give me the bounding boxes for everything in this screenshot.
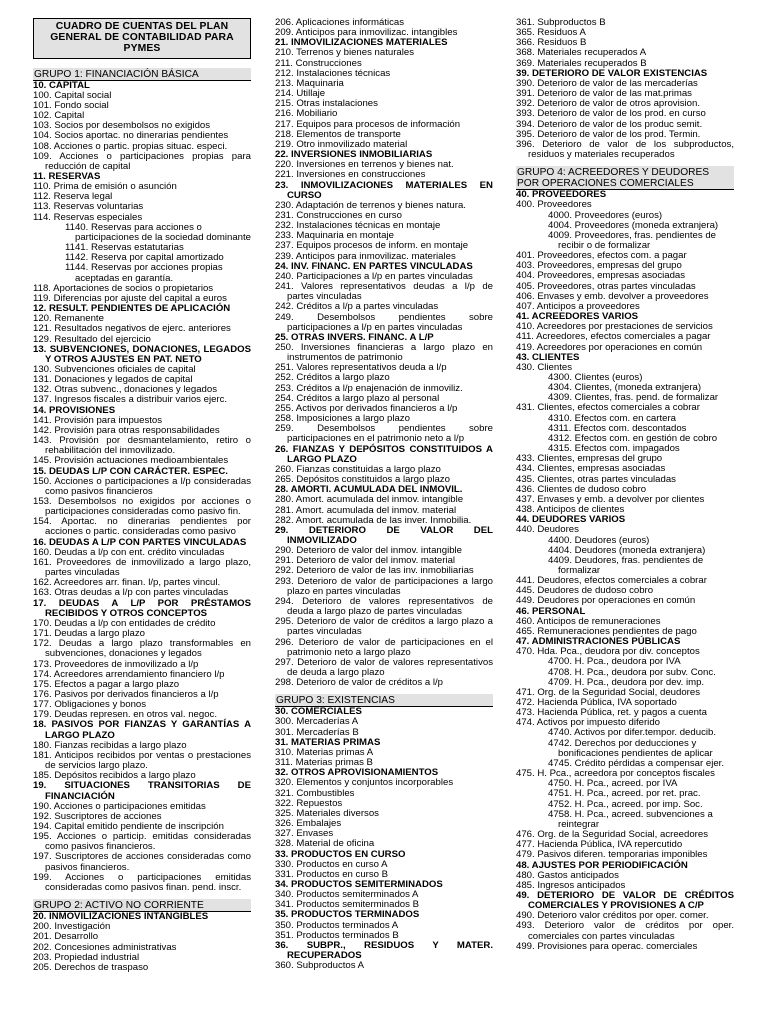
subaccount-line: 4400. Deudores (euros) bbox=[548, 534, 650, 546]
column-3 bbox=[516, 18, 734, 952]
account-line: 265. Depósitos constituidos a largo plazo bbox=[275, 474, 450, 486]
account-line: 471. Org. de la Seguridad Social, deudores bbox=[516, 686, 701, 698]
account-line: 475. H. Pca., acreedora por conceptos fiscales bbox=[516, 768, 715, 780]
account-line: 185. Depósitos recibidos a largo plazo bbox=[33, 770, 196, 782]
account-line: 401. Proveedores, efectos com. a pagar bbox=[516, 250, 687, 262]
subaccount-line: 1141. Reservas estatutarias bbox=[65, 242, 184, 254]
account-line: 351. Productos terminados B bbox=[275, 929, 399, 941]
account-line: 175. Efectos a pagar a largo plazo bbox=[33, 678, 180, 690]
subaccount-line: 4752. H. Pca., acreed. por imp. Soc. bbox=[548, 798, 703, 810]
account-line: 258. Imposiciones a largo plazo bbox=[275, 413, 410, 425]
subaccount-line: 4304. Clientes, (moneda extranjera) bbox=[548, 382, 702, 394]
account-line: 437. Envases y emb. a devolver por clientes bbox=[516, 493, 705, 505]
account-line: 406. Envases y emb. devolver a proveedores bbox=[516, 290, 709, 302]
account-heading: 40. PROVEEDORES bbox=[516, 189, 607, 201]
account-heading: 31. MATERIAS PRIMAS bbox=[275, 736, 381, 748]
account-line: 368. Materiales recuperados A bbox=[516, 47, 647, 59]
account-line: 192. Suscriptores de acciones bbox=[33, 810, 162, 822]
subaccount-line: 4700. H. Pca., deudora por IVA bbox=[548, 656, 681, 668]
subaccount-line: 4311. Efectos com. descontados bbox=[548, 422, 687, 434]
account-line: 214. Utillaje bbox=[275, 88, 326, 100]
account-line: 472. Hacienda Pública, IVA soportado bbox=[516, 697, 677, 708]
account-line: 280. Amort. acumulada del inmov. intangible bbox=[275, 494, 464, 506]
account-line: 119. Diferencias por ajuste del capital a euros bbox=[33, 292, 227, 304]
account-line: 109. Acciones o participaciones propias para reducción de capital bbox=[33, 150, 251, 172]
account-line: 220. Inversiones en terrenos y bienes nat. bbox=[275, 159, 454, 171]
account-line: 252. Créditos a largo plazo bbox=[275, 372, 390, 384]
account-line: 477. Hacienda Pública, IVA repercutido bbox=[516, 839, 683, 851]
account-line: 100. Capital social bbox=[33, 89, 112, 101]
subaccount-line: 4758. H. Pca., acreed. subvenciones a reintegrar bbox=[548, 808, 713, 830]
account-line: 201. Desarrollo bbox=[33, 931, 99, 943]
account-line: 298. Deterioro de valor de créditos a l/p bbox=[275, 677, 443, 689]
account-line: 434. Clientes, empresas asociadas bbox=[516, 463, 666, 475]
account-line: 132. Otras subvenc., donaciones y legados bbox=[33, 384, 217, 396]
account-line: 216. Mobiliario bbox=[275, 108, 338, 120]
account-line: 441. Deudores, efectos comerciales a cobrar bbox=[516, 575, 707, 587]
account-heading: 48. AJUSTES POR PERIODIFICACIÓN bbox=[516, 859, 688, 871]
account-line: 436. Clientes de dudoso cobro bbox=[516, 483, 647, 495]
account-line: 173. Proveedores de inmovilizado a l/p bbox=[33, 658, 199, 670]
account-line: 255. Activos por derivados financieros a l/p bbox=[275, 402, 458, 414]
account-line: 163. Otras deudas a l/p con partes vinculadas bbox=[33, 587, 229, 599]
account-line: 251. Valores representativos deuda a l/p bbox=[275, 362, 447, 374]
account-line: 328. Material de oficina bbox=[275, 838, 375, 850]
subaccount-line: 4315. Efectos com. impagados bbox=[548, 443, 680, 455]
account-line: 231. Construcciones en curso bbox=[275, 209, 402, 221]
account-line: 218. Elementos de transporte bbox=[275, 128, 401, 140]
account-line: 294. Deterioro de valores representativos de deuda a largo plazo de partes vinculadas bbox=[275, 595, 493, 618]
account-line: 172. Deudas a largo plazo transformables en subvenciones, donaciones y legados bbox=[33, 638, 251, 660]
account-line: 445. Deudores de dudoso cobro bbox=[516, 585, 654, 597]
account-line: 499. Provisiones para operac. comerciales bbox=[516, 940, 698, 952]
account-line: 177. Obligaciones y bonos bbox=[33, 699, 147, 711]
subaccount-line: 1144. Reservas por acciones propias aceptadas en garantía. bbox=[65, 262, 223, 284]
account-heading: 11. RESERVAS bbox=[33, 171, 101, 183]
account-line: 145. Provisión actuaciones medioambientales bbox=[33, 455, 229, 467]
account-line: 485. Ingresos anticipados bbox=[516, 879, 626, 891]
account-line: 120. Remanente bbox=[33, 313, 104, 325]
account-line: 493. Deterioro valor de créditos por oper. comerciales con partes vinculadas bbox=[516, 920, 734, 942]
account-line: 394. Deterioro de valor de los produc semit. bbox=[516, 118, 703, 130]
account-line: 407. Anticipos a proveedores bbox=[516, 300, 640, 312]
account-line: 233. Maquinaria en montaje bbox=[275, 230, 394, 242]
account-line: 327. Envases bbox=[275, 828, 334, 840]
group-header: GRUPO 4: ACREEDORES Y DEUDORES POR OPERACIONES COMERCIALES bbox=[516, 166, 734, 190]
account-line: 160. Deudas a l/p con ent. crédito vinculadas bbox=[33, 546, 225, 558]
account-line: 153. Desembolsos no exigidos por acciones o participaciones consideradas como pasivo fin. bbox=[33, 496, 251, 518]
account-line: 121. Resultados negativos de ejerc. anteriores bbox=[33, 323, 231, 335]
account-line: 296. Deterioro de valor de participaciones en el patrimonio neto a largo plazo bbox=[275, 636, 493, 658]
account-line: 104. Socios aportac. no dinerarias pendientes bbox=[33, 130, 229, 142]
account-heading: 46. PERSONAL bbox=[516, 605, 586, 617]
account-line: 404. Proveedores, empresas asociadas bbox=[516, 270, 686, 282]
account-line: 440. Deudores bbox=[516, 524, 579, 536]
account-line: 479. Pasivos diferen. temporarias imponibles bbox=[516, 849, 708, 861]
account-line: 260. Fianzas constituidas a largo plazo bbox=[275, 463, 441, 475]
account-line: 340. Productos semiterminados A bbox=[275, 889, 419, 901]
account-line: 410. Acreedores por prestaciones de servicios bbox=[516, 321, 713, 333]
account-heading: 18. PASIVOS POR FIANZAS Y GARANTÍAS A LARGO PLAZO bbox=[33, 719, 251, 741]
account-line: 253. Créditos a l/p enajenación de inmoviliz. bbox=[275, 382, 463, 394]
account-line: 130. Subvenciones oficiales de capital bbox=[33, 363, 196, 375]
account-line: 239. Anticipos para inmovilizac. materiales bbox=[275, 250, 456, 262]
account-line: 103. Socios por desembolsos no exigidos bbox=[33, 120, 211, 132]
account-line: 320. Elementos y conjuntos incorporables bbox=[275, 777, 454, 789]
account-heading: 39. DETERIORO DE VALOR EXISTENCIAS bbox=[516, 67, 708, 79]
account-line: 150. Acciones o participaciones a l/p consideradas como pasivos financieros bbox=[33, 475, 251, 497]
account-line: 480. Gastos anticipados bbox=[516, 869, 619, 881]
account-heading: 47. ADMINISTRACIONES PÚBLICAS bbox=[516, 636, 681, 648]
account-line: 282. Amort. acumulada de las inver. Inmobilia. bbox=[275, 514, 472, 526]
subaccount-line: 4740. Activos por difer.tempor. deducib. bbox=[548, 727, 716, 739]
account-heading: 43. CLIENTES bbox=[516, 351, 580, 363]
subaccount-line: 4404. Deudores (moneda extranjera) bbox=[548, 544, 706, 556]
account-heading: 35. PRODUCTOS TERMINADOS bbox=[275, 909, 420, 921]
account-line: 108. Acciones o partic. propias situac. especi. bbox=[33, 140, 228, 152]
group-header: GRUPO 2: ACTIVO NO CORRIENTE bbox=[33, 899, 251, 912]
account-line: 101. Fondo social bbox=[33, 99, 109, 111]
account-heading: 49. DETERIORO DE VALOR DE CRÉDITOS COMERCIALES Y PROVISIONES A C/P bbox=[516, 889, 734, 912]
account-line: 212. Instalaciones técnicas bbox=[275, 67, 391, 79]
subaccount-line: 4409. Deudores, fras. pendientes de formalizar bbox=[548, 554, 704, 576]
account-line: 250. Inversiones financieras a largo plazo en instrumentos de patrimonio bbox=[275, 342, 493, 364]
account-line: 240. Participaciones a l/p en partes vinculadas bbox=[275, 270, 473, 282]
account-line: 154. Aportac. no dinerarias pendientes por acciones o partic. consideradas como pasivo bbox=[33, 516, 251, 538]
account-line: 161. Proveedores de inmovilizado a largo plazo, partes vinculadas bbox=[33, 556, 251, 579]
account-line: 217. Equipos para procesos de información bbox=[275, 118, 461, 130]
account-line: 419. Acreedores por operaciones en común bbox=[516, 341, 703, 353]
account-heading: 19. SITUACIONES TRANSITORIAS DE FINANCIACIÓN bbox=[33, 780, 251, 802]
account-line: 321. Combustibles bbox=[275, 787, 355, 799]
account-line: 180. Fianzas recibidas a largo plazo bbox=[33, 739, 187, 751]
account-line: 470. Hda. Pca., deudora por div. conceptos bbox=[516, 646, 700, 658]
account-heading: 32. OTROS APROVISIONAMIENTOS bbox=[275, 767, 439, 779]
account-line: 395. Deterioro de valor de los prod. Termin. bbox=[516, 128, 701, 140]
subaccount-line: 4750. H. Pca., acreed. por IVA bbox=[548, 778, 678, 790]
account-line: 162. Acreedores arr. finan. l/p, partes vincul. bbox=[33, 577, 221, 589]
account-line: 430. Clientes bbox=[516, 361, 572, 373]
group-header: GRUPO 1: FINANCIACIÓN BÁSICA bbox=[33, 68, 251, 81]
account-line: 293. Deterioro de valor de participaciones a largo plazo en partes vinculadas bbox=[275, 575, 493, 597]
account-line: 322. Repuestos bbox=[275, 797, 343, 809]
subaccount-line: 4745. Crédito pérdidas a compensar ejer. bbox=[548, 757, 724, 769]
account-line: 291. Deterioro de valor del inmov. material bbox=[275, 555, 456, 567]
account-line: 281. Amort. acumulada del inmov. material bbox=[275, 504, 457, 516]
subaccount-line: 4310. Efectos com. en cartera bbox=[548, 412, 676, 424]
subaccount-line: 4751. H. Pca., acreed. por ret. prac. bbox=[548, 788, 701, 800]
account-line: 174. Acreedores arrendamiento financiero l/p bbox=[33, 668, 225, 680]
account-line: 118. Aportaciones de socios o propietarios bbox=[33, 282, 214, 294]
account-line: 396. Deterioro de valor de los subproductos, residuos y materiales recuperados bbox=[516, 138, 734, 161]
account-line: 129. Resultado del ejercicio bbox=[33, 333, 151, 345]
account-line: 366. Residuos B bbox=[516, 37, 587, 49]
account-heading: 44. DEUDORES VARIOS bbox=[516, 514, 626, 526]
account-line: 102. Capital bbox=[33, 110, 85, 122]
account-heading: 16. DEUDAS A L/P CON PARTES VINCULADAS bbox=[33, 536, 247, 548]
account-line: 331. Productos en curso B bbox=[275, 868, 389, 880]
account-heading: 36. SUBPR., RESIDUOS Y MATER. RECUPERADOS bbox=[275, 939, 493, 962]
account-line: 369. Materiales recuperados B bbox=[516, 57, 647, 69]
account-line: 438. Anticipos de clientes bbox=[516, 504, 625, 516]
account-line: 141. Provisión para impuestos bbox=[33, 414, 163, 426]
account-line: 405. Proveedores, otras partes vinculadas bbox=[516, 280, 696, 292]
account-line: 411. Acreedores, efectos comerciales a pagar bbox=[516, 331, 711, 343]
account-line: 290. Deterioro de valor del inmov. intangible bbox=[275, 545, 463, 557]
account-line: 249. Desembolsos pendientes sobre participaciones a l/p en partes vinculadas bbox=[275, 311, 493, 333]
account-line: 300. Mercaderías A bbox=[275, 716, 359, 728]
account-line: 360. Subproductos A bbox=[275, 960, 365, 972]
account-heading: 34. PRODUCTOS SEMITERMINADOS bbox=[275, 878, 443, 890]
account-heading: 15. DEUDAS L/P CON CARÁCTER. ESPEC. bbox=[33, 465, 228, 477]
account-heading: 25. OTRAS INVERS. FINANC. A L/P bbox=[275, 331, 434, 343]
account-line: 474. Activos por impuesto diferido bbox=[516, 717, 660, 729]
account-line: 310. Materias primas A bbox=[275, 746, 374, 758]
account-heading: 41. ACREEDORES VARIOS bbox=[516, 311, 639, 323]
account-line: 176. Pasivos por derivados financieros a l/p bbox=[33, 688, 219, 700]
account-heading: 30. COMERCIALES bbox=[275, 706, 362, 718]
subaccount-line: 4300. Clientes (euros) bbox=[548, 372, 643, 383]
account-line: 112. Reserva legal bbox=[33, 191, 113, 203]
account-line: 206. Aplicaciones informáticas bbox=[275, 17, 405, 28]
column-2 bbox=[275, 18, 493, 971]
account-line: 181. Anticipos recibidos por ventas o prestaciones de servicios largo plazo. bbox=[33, 749, 251, 772]
account-line: 476. Org. de la Seguridad Social, acreedores bbox=[516, 829, 708, 841]
account-line: 403. Proveedores, empresas del grupo bbox=[516, 260, 682, 272]
account-line: 237. Equipos procesos de inform. en montaje bbox=[275, 240, 469, 252]
account-line: 392. Deterioro de valor de otros aprovision. bbox=[516, 98, 700, 110]
account-line: 490. Deterioro valor créditos por oper. comer. bbox=[516, 910, 709, 922]
subaccount-line: 1142. Reserva por capital amortizado bbox=[65, 252, 224, 264]
account-line: 199. Acciones o participaciones emitidas consideradas como pasivos finan. pend. inscr. bbox=[33, 871, 251, 893]
account-line: 326. Embalajes bbox=[275, 818, 342, 830]
account-line: 435. Clientes, otras partes vinculadas bbox=[516, 473, 676, 485]
account-heading: 21. INMOVILIZACIONES MATERIALES bbox=[275, 37, 448, 49]
account-line: 350. Productos terminados A bbox=[275, 919, 399, 931]
account-line: 365. Residuos A bbox=[516, 27, 586, 39]
account-heading: 23. INMOVILIZACIONES MATERIALES EN CURSO bbox=[275, 179, 493, 201]
subaccount-line: 4742. Derechos por deducciones y bonificaciones pendientes de aplicar bbox=[548, 737, 713, 759]
account-line: 213. Maquinaria bbox=[275, 77, 344, 89]
subaccount-line: 4004. Proveedores (moneda extranjera) bbox=[548, 219, 719, 231]
account-heading: 28. AMORTI. ACUMULADA DEL INMOVIL. bbox=[275, 484, 463, 496]
account-line: 301. Mercaderías B bbox=[275, 726, 359, 738]
account-line: 259. Desembolsos pendientes sobre participaciones en el patrimonio neto a l/p bbox=[275, 423, 493, 445]
account-line: 433. Clientes, empresas del grupo bbox=[516, 453, 663, 465]
account-line: 242. Créditos a l/p a partes vinculadas bbox=[275, 301, 439, 313]
account-heading: 24. INV. FINANC. EN PARTES VINCULADAS bbox=[275, 260, 473, 272]
account-line: 171. Deudas a largo plazo bbox=[33, 628, 146, 640]
group-header: GRUPO 3: EXISTENCIAS bbox=[275, 694, 493, 707]
account-line: 205. Derechos de traspaso bbox=[33, 961, 149, 973]
account-line: 137. Ingresos fiscales a distribuir varios ejerc. bbox=[33, 394, 228, 406]
account-heading: 10. CAPITAL bbox=[33, 79, 90, 91]
account-line: 210. Terrenos y bienes naturales bbox=[275, 47, 415, 59]
account-line: 232. Instalaciones técnicas en montaje bbox=[275, 220, 441, 232]
account-heading: 20. INMOVILIZACIONES INTANGIBLES bbox=[33, 911, 209, 923]
account-heading: 14. PROVISIONES bbox=[33, 404, 116, 416]
account-line: 197. Suscriptores de acciones consideradas como pasivos financieros. bbox=[33, 851, 251, 873]
account-line: 431. Clientes, efectos comerciales a cobrar bbox=[516, 402, 700, 414]
account-line: 241. Valores representativos deudas a l/p de partes vinculadas bbox=[275, 281, 493, 303]
account-line: 200. Investigación bbox=[33, 921, 111, 933]
subaccount-line: 4309. Clientes, fras. pend. de formalizar bbox=[548, 392, 719, 404]
account-line: 170. Deudas a l/p con entidades de crédito bbox=[33, 617, 216, 629]
account-line: 390. Deterioro de valor de las mercaderías bbox=[516, 77, 698, 89]
account-line: 190. Acciones o participaciones emitidas bbox=[33, 800, 206, 812]
account-line: 341. Productos semiterminados B bbox=[275, 899, 419, 911]
account-line: 215. Otras instalaciones bbox=[275, 98, 378, 110]
account-line: 110. Prima de emisión o asunción bbox=[33, 181, 177, 193]
document-title: CUADRO DE CUENTAS DEL PLAN GENERAL DE CONTABILIDAD PARA PYMES bbox=[33, 18, 251, 59]
column-1 bbox=[33, 18, 251, 973]
account-line: 473. Hacienda Pública, ret. y pagos a cuenta bbox=[516, 707, 707, 719]
account-line: 325. Materiales diversos bbox=[275, 807, 379, 819]
account-line: 361. Subproductos B bbox=[516, 17, 606, 28]
account-heading: 13. SUBVENCIONES, DONACIONES, LEGADOS Y OTROS AJUSTES EN PAT. NETO bbox=[33, 343, 251, 365]
account-heading: 33. PRODUCTOS EN CURSO bbox=[275, 848, 406, 860]
account-line: 203. Propiedad industrial bbox=[33, 951, 140, 963]
account-line: 449. Deudores por operaciones en común bbox=[516, 595, 696, 607]
subaccount-line: 4312. Efectos com. en gestión de cobro bbox=[548, 432, 718, 444]
account-line: 113. Reservas voluntarias bbox=[33, 201, 144, 213]
account-line: 295. Deterioro de valor de créditos a largo plazo a partes vinculadas bbox=[275, 616, 493, 638]
account-heading: 29. DETERIORO DE VALOR DEL INMOVILIZADO bbox=[275, 524, 493, 546]
account-line: 194. Capital emitido pendiente de inscripción bbox=[33, 821, 224, 833]
account-line: 393. Deterioro de valor de los prod. en curso bbox=[516, 108, 706, 120]
subaccount-line: 4009. Proveedores, fras. pendientes de recibir o de formalizar bbox=[548, 229, 717, 251]
account-line: 114. Reservas especiales bbox=[33, 211, 143, 223]
subaccount-line: 1140. Reservas para acciones o participaciones de la sociedad dominante bbox=[65, 221, 251, 243]
subaccount-line: 4709. H. Pca., deudora por dev. imp. bbox=[548, 676, 705, 688]
subaccount-line: 4000. Proveedores (euros) bbox=[548, 209, 663, 221]
account-line: 297. Deterioro de valor de valores representativos de deuda a largo plazo bbox=[275, 656, 493, 678]
account-line: 465. Remuneraciones pendientes de pago bbox=[516, 625, 697, 637]
account-line: 292. Deterioro de valor de las inv. inmobiliarias bbox=[275, 565, 474, 577]
account-heading: 12. RESULT. PENDIENTES DE APLICACIÓN bbox=[33, 303, 231, 315]
account-line: 143. Provisión por desmantelamiento, retiro o rehabilitación del inmovilizado. bbox=[33, 435, 251, 457]
account-heading: 22. INVERSIONES INMOBILIARIAS bbox=[275, 149, 433, 161]
account-heading: 26. FIANZAS Y DEPÓSITOS CONSTITUIDOS A LARGO PLAZO bbox=[275, 443, 493, 465]
account-line: 179. Deudas represen. en otros val. negoc. bbox=[33, 709, 217, 721]
account-heading: 17. DEUDAS A L/P POR PRÉSTAMOS RECIBIDOS Y OTROS CONCEPTOS bbox=[33, 597, 251, 619]
account-line: 219. Otro inmovilizado material bbox=[275, 138, 408, 150]
account-line: 330. Productos en curso A bbox=[275, 858, 388, 870]
account-line: 391. Deterioro de valor de las mat.primas bbox=[516, 88, 692, 100]
account-line: 195. Acciones o particip. emitidas consideradas como pasivos financieros. bbox=[33, 831, 251, 853]
account-line: 221. Inversiones en construcciones bbox=[275, 169, 426, 181]
account-line: 230. Adaptación de terrenos y bienes natura. bbox=[275, 199, 466, 211]
account-line: 209. Anticipos para inmovilizac. intangibles bbox=[275, 27, 458, 39]
account-line: 254. Créditos a largo plazo al personal bbox=[275, 392, 440, 404]
account-line: 202. Concesiones administrativas bbox=[33, 941, 177, 953]
account-line: 131. Donaciones y legados de capital bbox=[33, 374, 193, 386]
account-line: 400. Proveedores bbox=[516, 199, 592, 211]
account-line: 142. Provisión para otras responsabilidades bbox=[33, 424, 220, 436]
account-line: 211. Construcciones bbox=[275, 57, 362, 69]
account-line: 460. Anticipos de remuneraciones bbox=[516, 615, 661, 627]
subaccount-line: 4708. H. Pca., deudora por subv. Conc. bbox=[548, 666, 716, 678]
account-line: 311. Materias primas B bbox=[275, 757, 373, 769]
